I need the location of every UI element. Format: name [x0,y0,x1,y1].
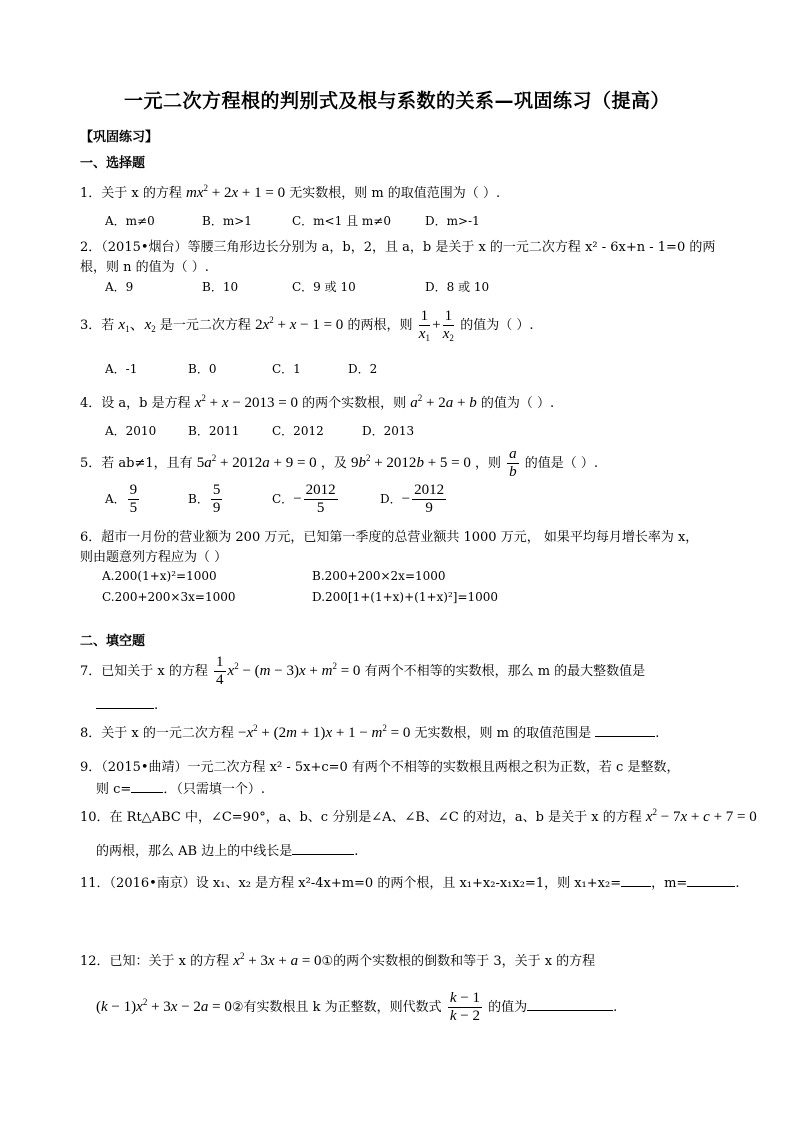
q4-equation: $x^2 + x - 2013 = 0$ [194,393,298,411]
question-4: 4．设 a，b 是方程 $x^2 + x - 2013 = 0$ 的两个实数根，则 $a^2 + 2a + b$ 的值为（ ）. [80,393,555,411]
section-label: 【巩固练习】 [80,130,159,145]
q7-equation: $x^2 - (m - 3)x + m^2 = 0$ [227,661,361,679]
question-12-line-2: $(k - 1)x^2 + 3x - 2a$ = 0②有实数根且 k 为正整数，则代数式 $\frac{k - 1}{k - 2}$ 的值为 . [96,990,618,1024]
q1-option-b[interactable]: B．m>1 [202,214,252,228]
q8-answer-blank[interactable] [595,724,655,737]
q2-option-a[interactable]: A．9 [105,280,134,294]
q3-equation: $2x^2 + x - 1 = 0$ [255,315,344,333]
question-8: 8．关于 x 的一元二次方程 $-x^2 + (2m + 1)x + 1 - m^2 = 0$ 无实数根，则 m 的取值范围是 . [80,723,660,741]
q6-option-d[interactable]: D.200[1+(1+x)+(1+x)²]=1000 [312,590,499,604]
q5-option-a[interactable]: A． $\frac{9}{5}$ [105,482,138,516]
question-10-line-1: 10．在 Rt△ABC 中，∠C=90°，a、b、c 分别是∠A、∠B、∠C 的对边，a、b 是关于 x 的方程 $x^2 - 7x + c + 7 = 0$ [80,807,757,825]
q11-answer-blank-2[interactable] [687,874,735,887]
q9-answer-blank[interactable] [131,780,163,793]
q4-option-a[interactable]: A．2010 [105,424,157,438]
q6-option-b[interactable]: B.200+200×2x=1000 [312,569,446,583]
q10-equation: $x^2 - 7x + c + 7 = 0$ [645,807,757,825]
q3-fraction-2: $\frac{1}{x_2}$ [442,308,454,343]
q5-fraction: $\frac{a}{b}$ [509,446,517,480]
q3-option-a[interactable]: A．-1 [105,362,138,376]
q1-option-d[interactable]: D．m>-1 [425,214,480,228]
q1-option-c[interactable]: C．m<1 且 m≠0 [292,214,391,228]
q5-option-d[interactable]: D．− $\frac{2012}{9}$ [380,482,445,516]
q4-option-b[interactable]: B．2011 [188,424,240,438]
q7-answer-blank[interactable]: . [96,696,158,713]
q4-option-c[interactable]: C．2012 [272,424,324,438]
q4-option-d[interactable]: D．2013 [362,424,415,438]
section-choice-heading: 一、选择题 [80,156,146,171]
q1-equation: $mx^2 + 2x + 1 = 0$ [186,183,286,201]
q3-option-c[interactable]: C．1 [272,362,301,376]
question-6-line-1: 6．超市一月份的营业额为 200 万元，已知第一季度的总营业额共 1000 万元， 如果平均每月增长率为 x， [80,530,699,545]
q2-option-d[interactable]: D．8 或 10 [425,280,490,294]
question-6-line-2: 则由题意列方程应为（ ） [80,550,228,565]
q2-option-b[interactable]: B．10 [202,280,239,294]
q5-option-c[interactable]: C．− $\frac{2012}{5}$ [272,482,336,516]
question-2-line-1: 2．（2015•烟台）等腰三角形边长分别为 a，b，2，且 a，b 是关于 x 的一元二次方程 x² - 6x+n - 1=0 的两 [80,240,716,255]
q12-equation-1: $x^2 + 3x + a = 0$ [233,951,322,969]
q8-equation: $-x^2 + (2m + 1)x + 1 - m^2 = 0$ [238,723,411,741]
q6-option-c[interactable]: C.200+200×3x=1000 [102,590,236,604]
q3-fraction-1: $\frac{1}{x_1}$ [418,308,430,343]
q5-option-b[interactable]: B． $\frac{5}{9}$ [188,482,221,516]
question-9-line-2: 则 c= ．（只需填一个）. [96,782,265,797]
q6-option-a[interactable]: A.200(1+x)²=1000 [102,569,217,583]
question-9-line-1: 9．（2015•曲靖）一元二次方程 x² - 5x+c=0 有两个不相等的实数根且两根之积为正数，若 c 是整数， [80,760,680,775]
q3-option-d[interactable]: D．2 [348,362,378,376]
question-12-line-1: 12．已知：关于 x 的方程 $x^2 + 3x + a$ = 0①的两个实数根的倒数和等于 3，关于 x 的方程 [80,951,596,969]
q10-answer-blank[interactable] [292,842,354,855]
section-fill-heading: 二、填空题 [80,634,146,649]
q3-option-b[interactable]: B．0 [188,362,217,376]
question-5: 5．若 ab≠1，且有 $5a^2 + 2012a + 9 = 0$ ，及 $9b^2 + 2012b + 5 = 0$ ，则 $\frac{a}{b}$ 的值是（ ）. [80,446,599,480]
question-2-line-2: 根，则 n 的值为（ ）. [80,260,209,275]
question-1: 1．关于 x 的方程 $mx^2 + 2x + 1 = 0$ 无实数根，则 m 的取值范围为（ ）. [80,183,501,201]
q1-option-a[interactable]: A．m≠0 [105,214,155,228]
question-10-line-2: 的两根，那么 AB 边上的中线长是 . [96,844,359,859]
question-7: 7．已知关于 x 的方程 $\frac{1}{4}$ $x^2 - (m - 3)x + m^2 = 0$ 有两个不相等的实数根，那么 m 的最大整数值是 [80,654,646,688]
q2-option-c[interactable]: C．9 或 10 [292,280,356,294]
q11-answer-blank-1[interactable] [621,874,651,887]
q12-answer-blank[interactable] [527,998,613,1011]
question-11: 11．（2016•南京）设 x₁、x₂ 是方程 x²-4x+m=0 的两个根，且 x₁+x₂-x₁x₂=1，则 x₁+x₂= ，m= . [80,876,740,891]
q12-fraction: $\frac{k - 1}{k - 2}$ [449,990,480,1024]
page-title: 一元二次方程根的判别式及根与系数的关系—巩固练习（提高） [123,90,670,112]
question-3: 3．若 $x_1$、$x_2$ 是一元二次方程 $2x^2 + x - 1 = 0$ 的两根，则 $\frac{1}{x_1}$ + $\frac{1}{x_2}$ 的值为（ ）. [80,308,534,343]
q12-equation-2: $(k - 1)x^2 + 3x - 2a = 0$ [96,997,232,1015]
